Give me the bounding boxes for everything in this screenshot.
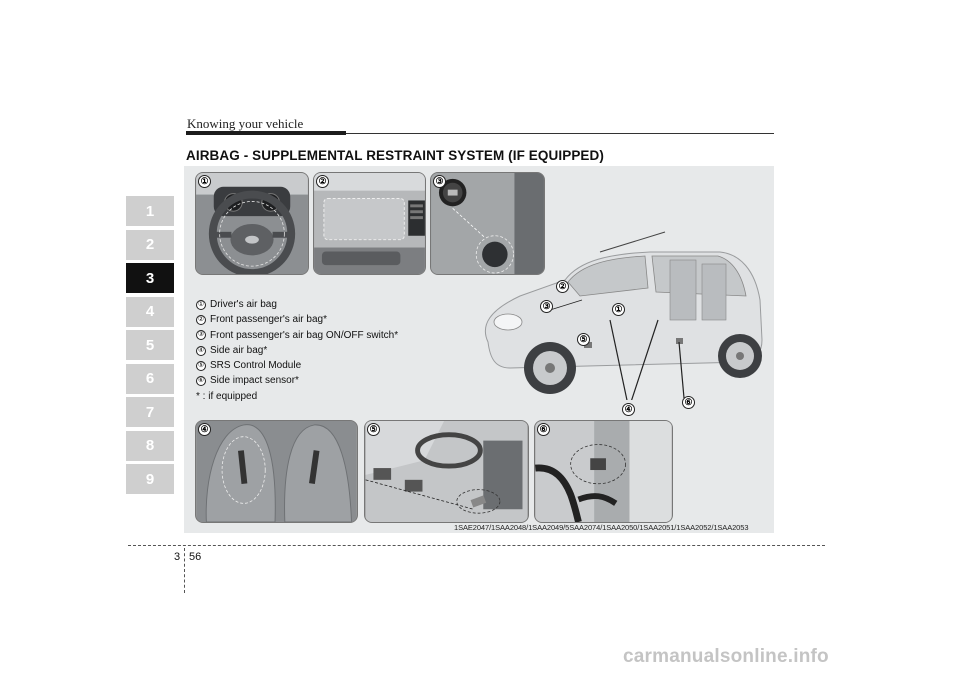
callout-6-car: ⑥ <box>682 396 695 409</box>
legend-item <box>196 297 398 312</box>
legend-number: ③ <box>197 331 205 339</box>
callout-1-car: ① <box>612 303 625 316</box>
chapter-tab-7[interactable]: 7 <box>126 397 174 427</box>
photo-driver-airbag <box>195 172 309 275</box>
legend-item <box>196 312 398 327</box>
chapter-tabs <box>126 196 174 498</box>
page-chapter: 3 <box>174 551 181 563</box>
footer-margin-rule <box>184 548 185 593</box>
legend-text: Side impact sensor* <box>210 375 299 387</box>
callout-5-car: ⑤ <box>577 333 590 346</box>
seat-illustration <box>196 421 357 522</box>
legend-number: ① <box>197 300 205 308</box>
callout-2: ② <box>316 175 329 188</box>
legend-item <box>196 343 398 358</box>
page-number: 56 <box>189 551 202 563</box>
legend-footnote: * : if equipped <box>196 390 258 402</box>
callout-6: ⑥ <box>537 423 550 436</box>
callout-4-car: ④ <box>622 403 635 416</box>
chapter-tab-1[interactable]: 1 <box>126 196 174 226</box>
legend-text: Driver's air bag <box>210 299 277 310</box>
legend-item <box>196 373 398 388</box>
chapter-tab-9[interactable]: 9 <box>126 464 174 494</box>
chapter-tab-8[interactable]: 8 <box>126 431 174 461</box>
photo-side-airbag <box>195 420 358 523</box>
callout-1: ① <box>198 175 211 188</box>
header-rule <box>346 133 774 134</box>
photo-srs-module <box>364 420 529 523</box>
dashboard-illustration <box>314 173 425 274</box>
header-bar <box>186 131 346 135</box>
legend-number: ⑤ <box>197 361 205 369</box>
chapter-tab-3[interactable]: 3 <box>126 263 174 293</box>
photo-side-impact-sensor <box>534 420 673 523</box>
chapter-tab-4[interactable]: 4 <box>126 297 174 327</box>
legend-text: Front passenger's air bag* <box>210 314 327 326</box>
footer-rule <box>128 545 825 546</box>
legend-number: ⑥ <box>197 377 205 385</box>
legend-text: Side air bag* <box>210 344 268 356</box>
airbag-legend <box>196 297 398 404</box>
steering-wheel-illustration <box>196 173 308 274</box>
legend-text: SRS Control Module <box>210 360 302 372</box>
pillar-illustration <box>535 421 672 522</box>
callout-4: ④ <box>198 423 211 436</box>
watermark: carmanualsonline.info <box>623 646 829 667</box>
section-title: AIRBAG - SUPPLEMENTAL RESTRAINT SYSTEM (IF EQUIPPED) <box>186 148 604 163</box>
chapter-tab-5[interactable]: 5 <box>126 330 174 360</box>
callout-5: ⑤ <box>367 423 380 436</box>
callout-3-car: ③ <box>540 300 553 313</box>
running-header: Knowing your vehicle <box>187 116 304 131</box>
figure-code: 1SAE2047/1SAA2048/1SAA2049/5SAA2074/1SAA2050/1SAA2051/1SAA2052/1SAA2053 <box>454 523 749 532</box>
legend-number: ④ <box>197 346 205 354</box>
legend-item <box>196 358 398 373</box>
console-illustration <box>365 421 528 522</box>
legend-item <box>196 328 398 343</box>
callout-3: ③ <box>433 175 446 188</box>
legend-text: Front passenger's air bag ON/OFF switch* <box>210 329 399 341</box>
callout-2-car: ② <box>556 280 569 293</box>
chapter-tab-6[interactable]: 6 <box>126 364 174 394</box>
legend-number: ② <box>197 315 205 323</box>
photo-passenger-airbag <box>313 172 426 275</box>
chapter-tab-2[interactable]: 2 <box>126 230 174 260</box>
